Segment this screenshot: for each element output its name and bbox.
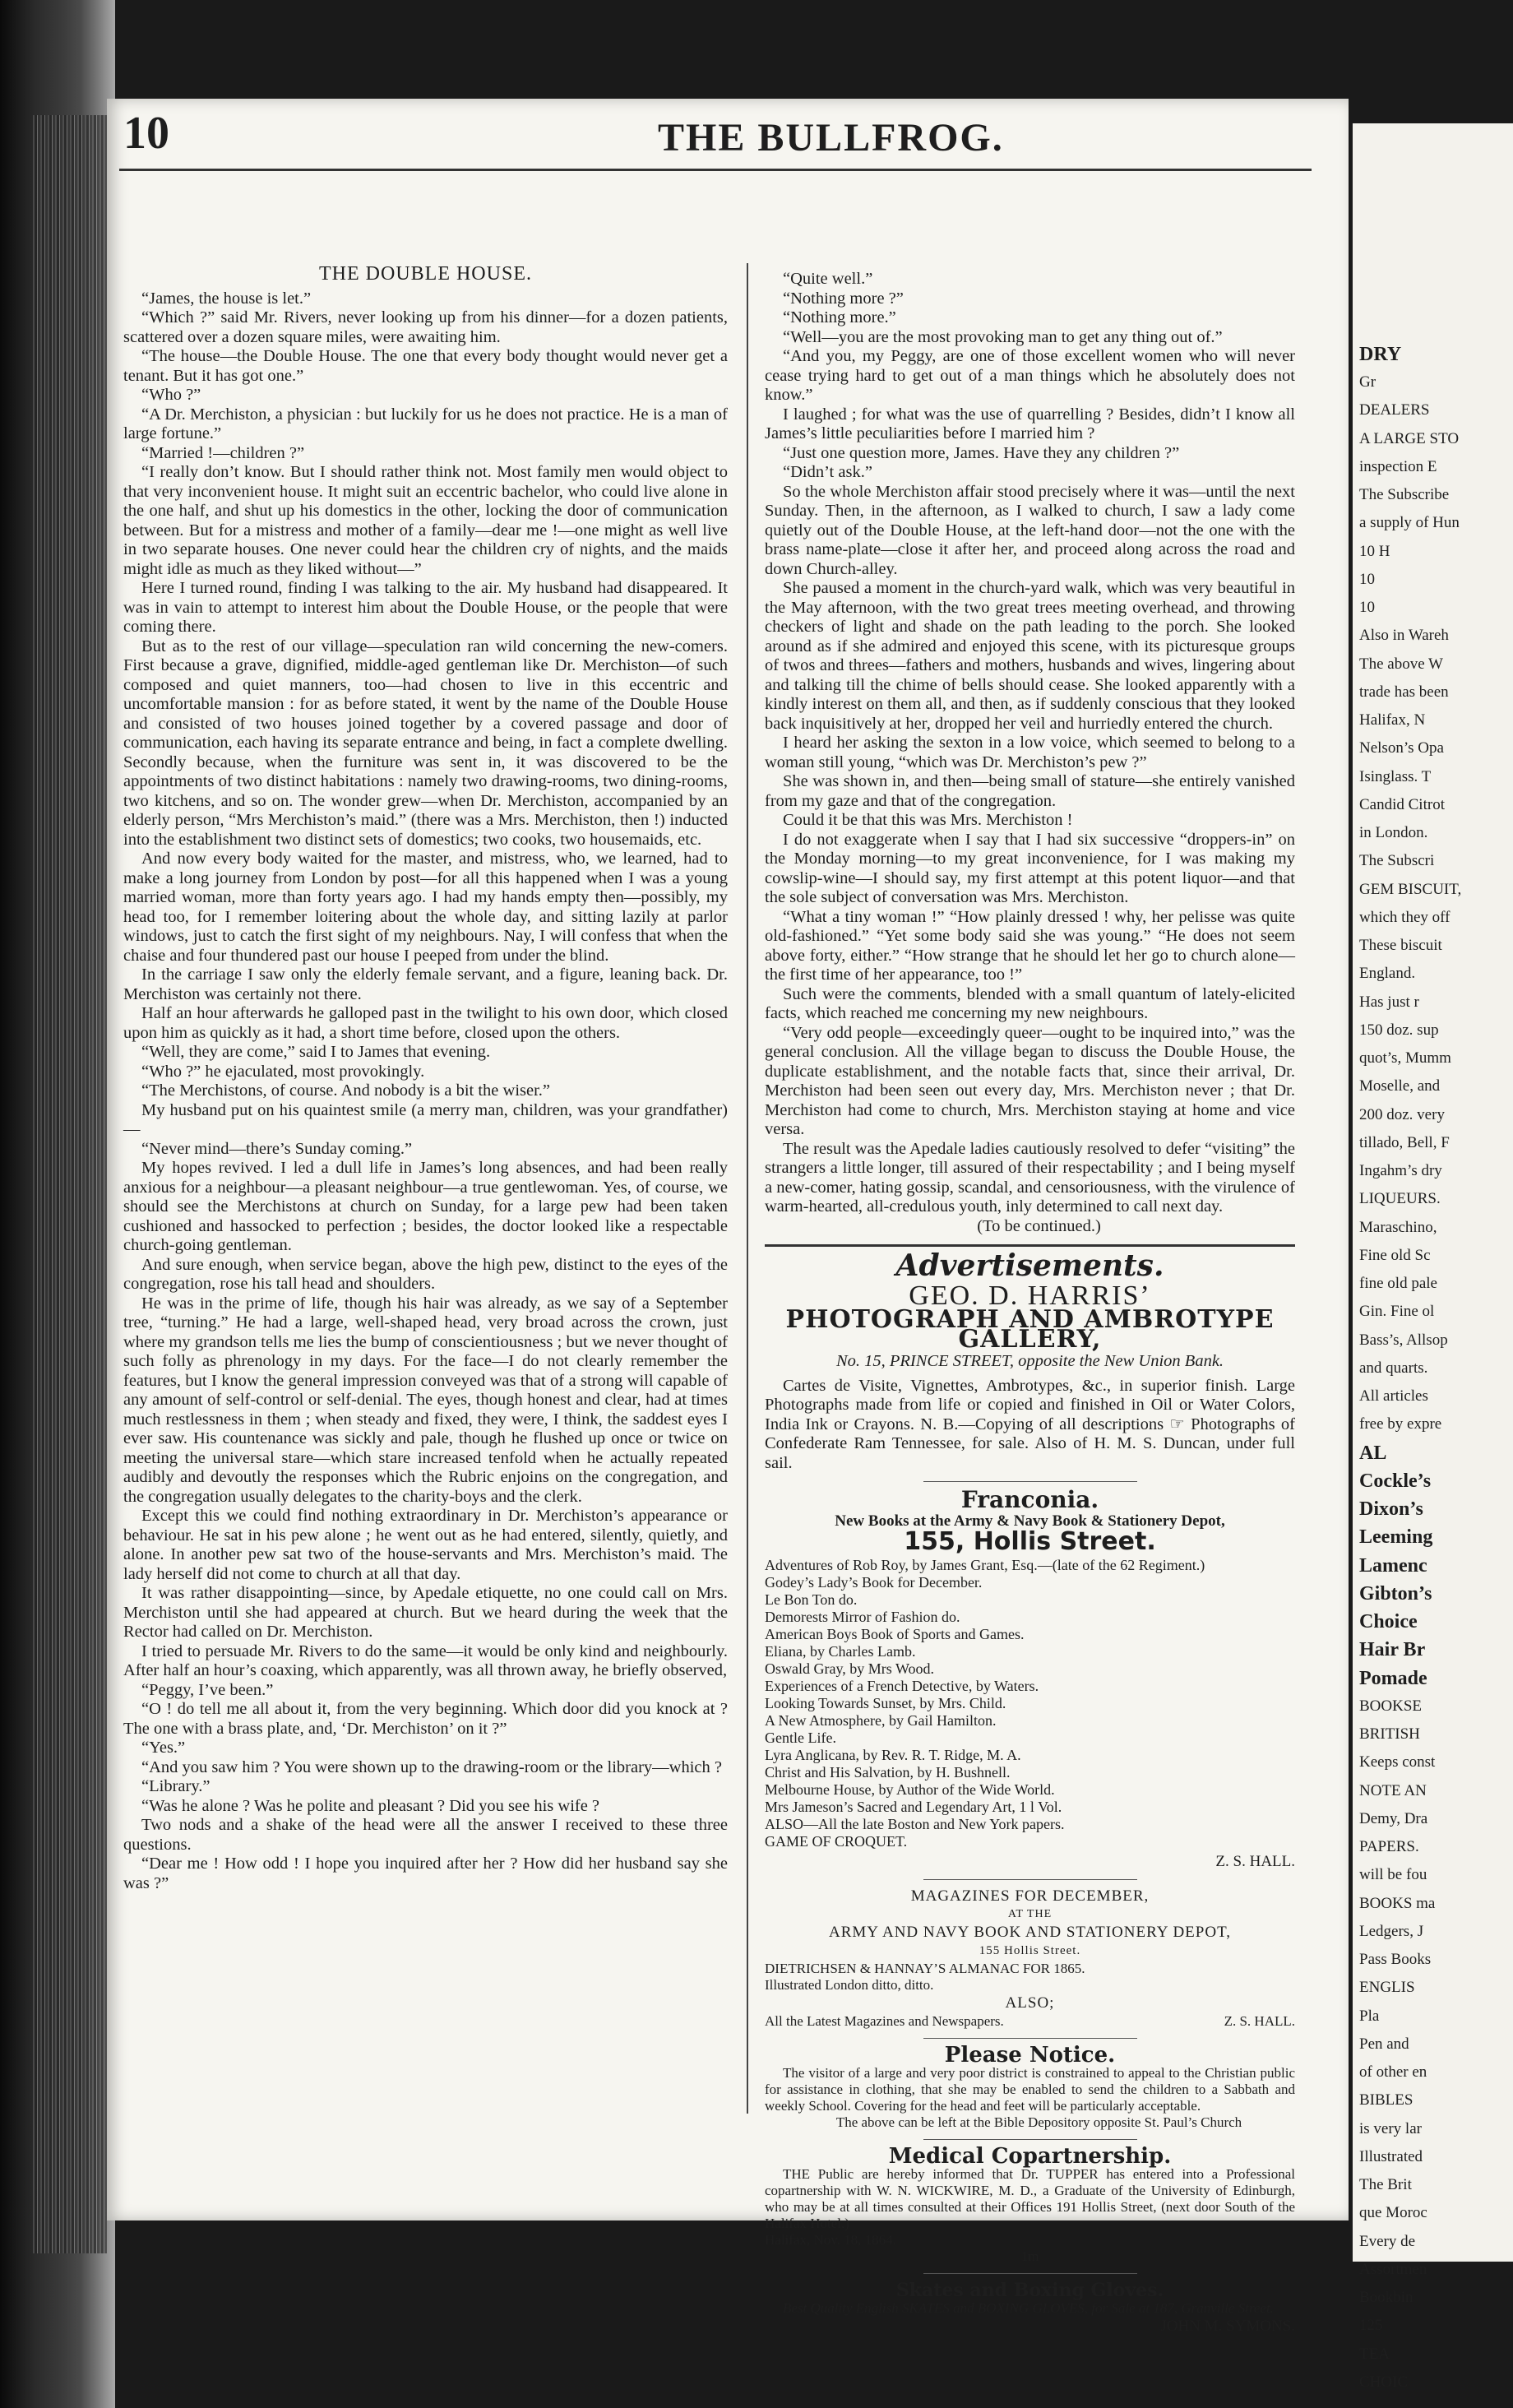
separator — [923, 2038, 1137, 2039]
adjacent-page-line: NOTE AN — [1359, 1781, 1427, 1799]
adjacent-page-line: que Moroc — [1359, 2204, 1427, 2222]
story-paragraph: He was in the prime of life, though his hair was already, as we say of a September tree, “turning.” He had a large, well-shaped head, very broad across the crown, just where my grandson tells me lies the bump of conscientiousness ; but we never thought of such folly as phrenology in my days. For the face—I do not clearly remember the features, but I know the general impression conveyed was that of a strong will capable of any amount of self-control or self-denial. The eyes, though honest and clear, had at times much restlessness in them ; when steady and fixed, they were, I think, the saddest eyes I ever saw. His countenance was sickly and pale, though he flushed up once or twice on meeting the universal stare—which stare increased tenfold when he actually repeated audibly and devoutly the responses which the Rubric enjoins on the congregation, and the congregation usually delegates to the charity-boys and the clerk. — [123, 1294, 728, 1506]
adjacent-page-line: Bass’s, Allsop — [1359, 1331, 1448, 1349]
story-paragraph: Two nods and a shake of the head were all the answer I received to these three questions. — [123, 1816, 728, 1854]
adjacent-page-line: Halifax, N — [1359, 711, 1426, 729]
story-paragraph: “Nothing more ?” — [783, 289, 904, 308]
story-paragraph: “And you, my Peggy, are one of those excellent women who will never cease trying hard to get out of a man things which he absolutely does not know.” — [765, 347, 1295, 404]
story-text-right — [765, 270, 1295, 1217]
adjacent-page-line: free by expre — [1359, 1415, 1442, 1433]
book-list-item: Godey’s Lady’s Book for December. — [765, 1573, 983, 1591]
story-paragraph: The result was the Apedale ladies cautiously resolved to defer “visiting” the strangers a little longer, till assured of their respectability ; and I being myself a new-comer, hating gossip, scandal, and censoriousness, with the virulence of warm-hearted, all-credulous youth, inly determined to call next day. — [765, 1139, 1295, 1216]
book-list-item: Gentle Life. — [765, 1729, 836, 1746]
adjacent-page-line: Candid Citrot — [1359, 795, 1445, 813]
magazines-street: 155 Hollis Street. — [979, 1944, 1081, 1957]
adjacent-page-line: 10 — [1359, 599, 1375, 617]
story-paragraph: “Married !—children ?” — [141, 443, 305, 462]
book-list-item: Eliana, by Charles Lamb. — [765, 1642, 916, 1660]
adjacent-page-line: Pla — [1359, 2007, 1380, 2025]
separator — [923, 2139, 1137, 2140]
story-paragraph: “Who ?” — [141, 386, 201, 404]
book-list-item: Looking Towards Sunset, by Mrs. Child. — [765, 1694, 1006, 1711]
notice-title: Please Notice. — [944, 2043, 1116, 2068]
harris-ad — [765, 1280, 1295, 1474]
adjacent-page-line: inspection E — [1359, 457, 1437, 475]
column-divider — [747, 263, 748, 2114]
medical-ad — [765, 2144, 1295, 2265]
left-column — [123, 265, 728, 1893]
book-list-item: Mrs Jameson’s Sacred and Legendary Art, 1 l Vol. — [765, 1798, 1062, 1815]
magazines-all: All the Latest Magazines and Newspapers. — [765, 2013, 1004, 2029]
story-paragraph: My hopes revived. I led a dull life in James’s long absences, and had been really anxious for a neighbour—a pleasant neighbour—a true gentlewoman. Yes, of course, we should see the Merchistons at church on Sunday, for a large pew had been taken cushioned and hassocked to perfection ; besides, the doctor looked like a respectable church-going gentleman. — [123, 1159, 728, 1254]
adjacent-page-line: Pen and — [1359, 2035, 1409, 2053]
story-paragraph: Except this we could find nothing extraordinary in Dr. Merchiston’s appearance or behaviour. He sat in his pew alone ; he went out as he had entered, silently, quietly, and alone. In another pew sat two of the house-servants and Mrs. Merchiston’s maid. The lady herself did not come to church at all that day. — [123, 1507, 728, 1583]
notice-body: The visitor of a large and very poor district is constrained to appeal to the Christian public for assistance in clothing, that she may be enabled to send the children to a Sabbath and weekly School. Covering for the head and feet will be particularly acceptable. — [765, 2065, 1295, 2114]
book-list-item: ALSO—All the late Boston and New York papers. — [765, 1815, 1065, 1832]
adjacent-page-line: which they off — [1359, 908, 1451, 926]
story-paragraph: “Didn’t ask.” — [783, 463, 872, 481]
adjacent-page-line: quot’s, Mumm — [1359, 1049, 1451, 1067]
story-paragraph: My husband put on his quaintest smile (a merry man, children, was your grandfather)— — [123, 1100, 728, 1138]
story-paragraph: “Just one question more, James. Have they any children ?” — [783, 443, 1180, 462]
franconia-title: Franconia. — [960, 1486, 1099, 1513]
medical-term: 1m — [1020, 2248, 1039, 2264]
adjacent-page-line: These biscuit — [1359, 937, 1442, 955]
separator — [923, 1879, 1137, 1880]
adjacent-page-line: Cockle’s — [1359, 1470, 1432, 1492]
adjacent-page-line: BRITISH — [1359, 1725, 1420, 1743]
franconia-street: 155, Hollis Street. — [904, 1527, 1156, 1556]
story-paragraph: I laughed ; for what was the use of quarrelling ? Besides, didn’t I know all James’s little peculiarities before I married him ? — [765, 405, 1295, 442]
adjacent-page-line: BOOKSE — [1359, 1697, 1423, 1715]
adjacent-page-line: Keeps const — [1359, 1753, 1436, 1771]
ads-rule — [765, 1244, 1295, 1247]
newspaper-title: THE BULLFROG. — [658, 116, 1004, 160]
adjacent-page-fragment — [1353, 123, 1513, 2391]
adjacent-page-line: The Subscri — [1359, 852, 1435, 870]
medical-date: Halifax, Nov. 18, 1864. — [765, 2232, 896, 2248]
adjacent-page-line: Pass Books — [1359, 1951, 1432, 1969]
adjacent-page-line: All articles — [1359, 1387, 1428, 1405]
story-paragraph: “Who ?” he ejaculated, most provokingly. — [141, 1062, 425, 1081]
story-paragraph: “Quite well.” — [783, 270, 873, 288]
adjacent-page-line: 200 doz. very — [1359, 1105, 1445, 1123]
franconia-ad — [765, 1486, 1295, 1871]
adjacent-page-line: and quarts. — [1359, 1359, 1428, 1377]
story-paragraph: I heard her asking the sexton in a low voice, which seemed to belong to a woman still young, “which was Dr. Merchiston’s pew ?” — [765, 734, 1295, 771]
adjacent-page-line: in London. — [1359, 824, 1428, 842]
adjacent-page-line: A LARGE STO — [1359, 429, 1460, 447]
adjacent-page-line: PAPERS. — [1359, 1838, 1419, 1856]
adjacent-page-line: Assortmen — [1359, 2260, 1427, 2278]
story-paragraph: Could it be that this was Mrs. Merchiston ! — [783, 811, 1073, 829]
story-paragraph: “A Dr. Merchiston, a physician : but luckily for us he does not practice. He is a man of large fortune.” — [123, 405, 728, 442]
magazines-footer — [765, 2013, 1295, 2030]
adjacent-page-line: Lamenc — [1359, 1554, 1427, 1577]
story-paragraph: I do not exaggerate when I say that I had six successive “droppers-in” on the Monday morning—to my great inconvenience, for I was making my cowslip-wine—I should say, my first attempt at this potent liquor—and that the sole subject of conversation was Mrs. Merchiston. — [765, 830, 1295, 906]
story-paragraph: In the carriage I saw only the elderly female servant, and a figure, leaning back. Dr. Merchiston was certainly not there. — [123, 966, 728, 1003]
page-number: 10 — [123, 108, 169, 159]
adjacent-page-line: Isinglass. T — [1359, 767, 1432, 785]
adjacent-page-line: DEALERS — [1359, 401, 1430, 419]
skates-title: Skates and Boxing Gloves. — [895, 2280, 1164, 2301]
story-paragraph: “I really don’t know. But I should rather think not. Most family men would object to that very inconvenient house. It might suit an eccentric bachelor, who could live alone in the one half, and shut up his domestics in the other, locking the door of communication between. But for a mistress and mother of a family—dear me !—one might as well live in two separate houses. One never could hear the children cry of nights, and the maids might idle as much as they liked without—” — [123, 463, 728, 578]
story-paragraph: “The Merchistons, of course. And nobody is a bit the wiser.” — [141, 1081, 551, 1100]
adjacent-page-line: Demy, Dra — [1359, 1809, 1428, 1827]
story-paragraph: But as to the rest of our village—speculation ran wild concerning the new-comers. First because a grave, dignified, middle-aged gentleman like Dr. Merchiston—of such composed and quiet manners, too—had chosen to live in this eccentric and uncomfortable mansion : for as before stated, it went by the name of the Double House and consisted of two houses joined together by a covered passage and door of communication, each having its separate entrance and being, in fact a complete dwelling. Secondly because, when the furniture was sent in, it was discovered to be the appointments of two distinct habitations : namely two drawing-rooms, two dining-rooms, two kitchens, and so on. The wonder grew—when Dr. Merchiston, accompanied by an elderly person, “Mrs Merchiston’s maid.” (there was a Mrs. Merchiston, then !) inducted into the establishment two distinct sets of domestics; two cooks, two housemaids, etc. — [123, 637, 728, 849]
harris-body: Cartes de Visite, Vignettes, Ambrotypes, &c., in superior finish. Large Photographs made from life or copied and finished in Oil or Water Colors, India Ink or Crayons. N. B.—Copying of all descriptions ☞ Photographs of Confederate Ram Tennessee, for sale. Also of H. M. S. Duncan, under full sail. — [765, 1376, 1295, 1472]
magazines-ill: Illustrated London ditto, ditto. — [765, 1977, 934, 1993]
book-list-item: GAME OF CROQUET. — [765, 1832, 908, 1850]
adjacent-page-line: DRY — [1359, 344, 1402, 365]
adjacent-page-line: AL — [1359, 1442, 1387, 1464]
continued-note: (To be continued.) — [977, 1216, 1101, 1235]
story-paragraph: Here I turned round, finding I was talking to the air. My husband had disappeared. It was in vain to attempt to interest him about the Double House, or the people that were coming there. — [123, 579, 728, 636]
story-paragraph: She was shown in, and then—being small of stature—she entirely vanished from my gaze and that of the congregation. — [765, 772, 1295, 810]
adjacent-page-line: Choice — [1359, 1611, 1418, 1633]
story-paragraph: And sure enough, when service began, above the high pew, distinct to the eyes of the congregation, rose his tall head and shoulders. — [123, 1255, 728, 1293]
story-paragraph: “Dear me ! How odd ! I hope you inquired after her ? How did her husband say she was ?” — [123, 1855, 728, 1892]
skates-body: Best Quality English SKATES and BOXING GLOVES, for Sale at 187, Granville Street. — [783, 2300, 1274, 2316]
adjacent-page-line: ENGLIS — [1359, 1979, 1415, 1997]
story-paragraph: “The house—the Double House. The one that every body thought would never get a tenant. But it has got one.” — [123, 347, 728, 385]
ads-heading: Advertisements. — [895, 1248, 1164, 1283]
adjacent-page-line: Dixon’s — [1359, 1498, 1423, 1521]
adjacent-page-line: Pomade — [1359, 1667, 1427, 1689]
header-rule — [119, 169, 1312, 171]
book-list-item: Oswald Gray, by Mrs Wood. — [765, 1660, 935, 1677]
notice-ad — [765, 2043, 1295, 2131]
story-paragraph: “Well—you are the most provoking man to get any thing out of.” — [783, 327, 1223, 346]
book-list-item: Experiences of a French Detective, by Waters. — [765, 1677, 1039, 1694]
story-paragraph: So the whole Merchiston affair stood precisely where it was—until the next Sunday. Then, in the afternoon, as I walked to church, I saw a lady come quietly out of the Double House, at the left-hand door—not the one with the brass name-plate—close it after her, and proceed along across the road and down Church-alley. — [765, 482, 1295, 578]
adjacent-page-line: will be fou — [1359, 1866, 1427, 1884]
separator — [923, 1481, 1137, 1482]
adjacent-page-line: TEA — [1359, 2345, 1390, 2363]
magazines-at: AT THE — [1007, 1908, 1053, 1920]
franconia-sign: Z. S. HALL. — [1215, 1852, 1295, 1870]
adjacent-page-line: Leeming — [1359, 1526, 1433, 1549]
adjacent-page-line: of other en — [1359, 2063, 1427, 2082]
adjacent-page-line: 125 — [1359, 2317, 1383, 2335]
story-paragraph: She paused a moment in the church-yard walk, which was very beautiful in the May afternoon, with the two great trees meeting overhead, and throwing checkers of light and shade on the path leading to the porch. She looked around as if she admired and enjoyed this scene, with its picturesque groups of twos and threes—fathers and mothers, husbands and wives, lingering about and talking till the chime of bells should cease. She looked apparently with a kindly interest on them all, and then, as if suddenly conscious that they looked back inquisitively at her, dropped her veil and hurriedly entered the church. — [765, 579, 1295, 733]
adjacent-page-line: Gin. Fine ol — [1359, 1303, 1435, 1321]
franconia-subtitle: New Books at the Army & Navy Book & Stationery Depot, — [835, 1512, 1225, 1530]
story-paragraph: And now every body waited for the master, and mistress, who, we learned, had to make a long journey from London by post—for all this happened when I was a young married woman, more than forty years ago. I had my hands empty then—possibly, my head too, for I remember loitering about the whole day, and sitting lazily at parlor windows, just to catch the first sight of my neighbours. Nay, I will confess that when the chaise and four thundered past our house I peeped from under the blind. — [123, 850, 728, 965]
magazines-almanac: DIETRICHSEN & HANNAY’S ALMANAC FOR 1865. — [765, 1961, 1085, 1976]
adjacent-page-line: tillado, Bell, F — [1359, 1133, 1450, 1151]
adjacent-page-line: 10 H — [1359, 542, 1390, 560]
adjacent-page-line: Fine old Sc — [1359, 1246, 1431, 1264]
adjacent-page-line: is very lar — [1359, 2119, 1422, 2137]
adjacent-page-line: GEM BISCUIT, — [1359, 880, 1462, 898]
story-paragraph: “Library.” — [141, 1777, 211, 1795]
adjacent-page-line: BOOKS ma — [1359, 1894, 1436, 1912]
adjacent-page-line: The Brit — [1359, 2176, 1412, 2194]
adjacent-page-line: The above W — [1359, 655, 1443, 673]
adjacent-page-line: Gibton’s — [1359, 1582, 1432, 1605]
book-list-item: A New Atmosphere, by Gail Hamilton. — [765, 1711, 997, 1729]
spine-texture — [33, 115, 107, 2253]
story-paragraph: “Was he alone ? Was he polite and pleasant ? Did you see his wife ? — [141, 1796, 600, 1815]
book-list-item: Christ and His Salvation, by H. Bushnell. — [765, 1763, 1011, 1781]
story-paragraph: “James, the house is let.” — [141, 289, 312, 308]
notice-note: The above can be left at the Bible Depository opposite St. Paul’s Church — [835, 2114, 1242, 2130]
adjacent-page-line: Ingahm’s dry — [1359, 1162, 1442, 1180]
adjacent-page-line: Every de — [1359, 2232, 1416, 2250]
story-paragraph: “Well, they are come,” said I to James that evening. — [141, 1043, 491, 1061]
adjacent-page-line: Has just r — [1359, 993, 1419, 1011]
harris-address: No. 15, PRINCE STREET, opposite the New Union Bank. — [835, 1352, 1224, 1370]
adjacent-page-line: 150 doz. sup — [1359, 1021, 1439, 1039]
story-paragraph: Such were the comments, blended with a small quantum of lately-elicited facts, which reached me concerning my new neighbours. — [765, 984, 1295, 1022]
adjacent-page-line: The Subscribe — [1359, 486, 1450, 504]
book-list-item: Melbourne House, by Author of the Wide World. — [765, 1781, 1055, 1798]
adjacent-page-line: Moselle, and — [1359, 1077, 1441, 1095]
magazines-title: MAGAZINES FOR DECEMBER, — [910, 1887, 1150, 1905]
story-paragraph: “Yes.” — [141, 1739, 186, 1757]
story-text-left — [123, 289, 728, 1894]
story-paragraph: “Nothing more.” — [783, 308, 896, 326]
story-paragraph: “And you saw him ? You were shown up to the drawing-room or the library—which ? — [141, 1757, 722, 1776]
book-list-item: Le Bon Ton do. — [765, 1591, 858, 1608]
book-list-item: Adventures of Rob Roy, by James Grant, Esq.—(late of the 62 Regiment.) — [765, 1556, 1205, 1573]
adjacent-page-line: fine old pale — [1359, 1275, 1437, 1293]
adjacent-page-line: trade has been — [1359, 683, 1449, 701]
adjacent-page-line: Illustrated — [1359, 2147, 1423, 2165]
story-paragraph: “Never mind—there’s Sunday coming.” — [141, 1139, 413, 1158]
adjacent-page-line: Nelson’s Opa — [1359, 739, 1444, 757]
adjacent-page-line: Ledgers, J — [1359, 1922, 1424, 1940]
skates-ad — [765, 2282, 1295, 2335]
adjacent-page-line: a supply of Hun — [1359, 514, 1460, 532]
story-paragraph: “What a tiny woman !” “How plainly dressed ! why, her pelisse was quite old-fashioned.” “Yet some body said she was young.” “He does not seem above forty, either.” “How strange that he should let her go to church alone—the first time of her appearance, too !” — [765, 907, 1295, 984]
story-paragraph: “Peggy, I’ve been.” — [141, 1680, 274, 1699]
story-paragraph: Half an hour afterwards he galloped past in the twilight to his own door, which closed upon him as quickly as it had, a short time before, closed upon the others. — [123, 1004, 728, 1042]
book-list-item: Demorests Mirror of Fashion do. — [765, 1608, 960, 1625]
adjacent-page-line: BIBLES — [1359, 2091, 1414, 2109]
book-list — [765, 1557, 1295, 1850]
book-spine — [0, 0, 115, 2408]
magazines-also: ALSO; — [1005, 1994, 1055, 2012]
book-list-item: Lyra Anglicana, by Rev. R. T. Ridge, M. A. — [765, 1746, 1021, 1763]
medical-body: THE Public are hereby informed that Dr. TUPPER has entered into a Professional copartnership with W. N. WICKWIRE, M. D., a Graduate of the University of Edinburgh, who may be at all times consulted at their Offices 191 Hollis Street, (next door South of the Halifax Hotel.) — [765, 2166, 1295, 2231]
harris-name: GEO. D. HARRIS’ — [909, 1280, 1151, 1311]
adjacent-page-line: Hair Br — [1359, 1639, 1426, 1661]
story-paragraph: I tried to persuade Mr. Rivers to do the same—it would be only kind and neighbourly. After half an hour’s coaxing, which apparently, was all thrown away, he briefly observed, — [123, 1642, 728, 1679]
medical-title: Medical Copartnership. — [888, 2144, 1172, 2169]
magazines-ad — [765, 1888, 1295, 2030]
magazines-depot: ARMY AND NAVY BOOK AND STATIONERY DEPOT, — [828, 1924, 1232, 1941]
adjacent-page-line: Maraschino, — [1359, 1218, 1437, 1236]
adjacent-page-line: Also in Wareh — [1359, 627, 1449, 645]
right-column — [765, 270, 1295, 2335]
story-paragraph: “O ! do tell me all about it, from the very beginning. Which door did you knock at ? The one with a brass plate, and, ‘Dr. Merchiston’ on it ?” — [123, 1700, 728, 1738]
book-list-item: American Boys Book of Sports and Games. — [765, 1625, 1025, 1642]
magazines-sign: Z. S. HALL. — [1224, 2013, 1295, 2029]
adjacent-page-line: 10 — [1359, 570, 1375, 588]
story-paragraph: “Very odd people—exceedingly queer—ought to be inquired into,” was the general conclusion. All the village began to discuss the Double House, the duplicate establishment, and the notable facts that, since their arrival, Dr. Merchiston had been seen out every day, Mrs. Merchiston never ; that Dr. Merchiston had come to church, Mrs. Merchiston staying at home and vice versa. — [765, 1023, 1295, 1138]
skates-sign: JOHN M. SYMONS. — [1160, 2318, 1295, 2335]
adjacent-page-line: CHOIC — [1359, 2373, 1409, 2391]
separator — [923, 2273, 1137, 2274]
adjacent-page-line: England. — [1359, 965, 1416, 983]
adjacent-page-line: Gr — [1359, 373, 1377, 391]
harris-gallery: PHOTOGRAPH AND AMBROTYPE GALLERY, — [785, 1305, 1275, 1354]
story-paragraph: It was rather disappointing—since, by Apedale etiquette, no one could call on Mrs. Merchiston until she had appeared at church. But we heard during the week that the Rector had called on Dr. Merchiston. — [123, 1584, 728, 1641]
adjacent-page-line: Bookbin — [1359, 2289, 1414, 2306]
story-paragraph: “Which ?” said Mr. Rivers, never looking up from his dinner—for a dozen patients, scattered over a dozen square miles, were awaiting him. — [123, 308, 728, 346]
adjacent-page-line: LIQUEURS. — [1359, 1190, 1441, 1208]
story-title: THE DOUBLE HOUSE. — [319, 263, 532, 285]
